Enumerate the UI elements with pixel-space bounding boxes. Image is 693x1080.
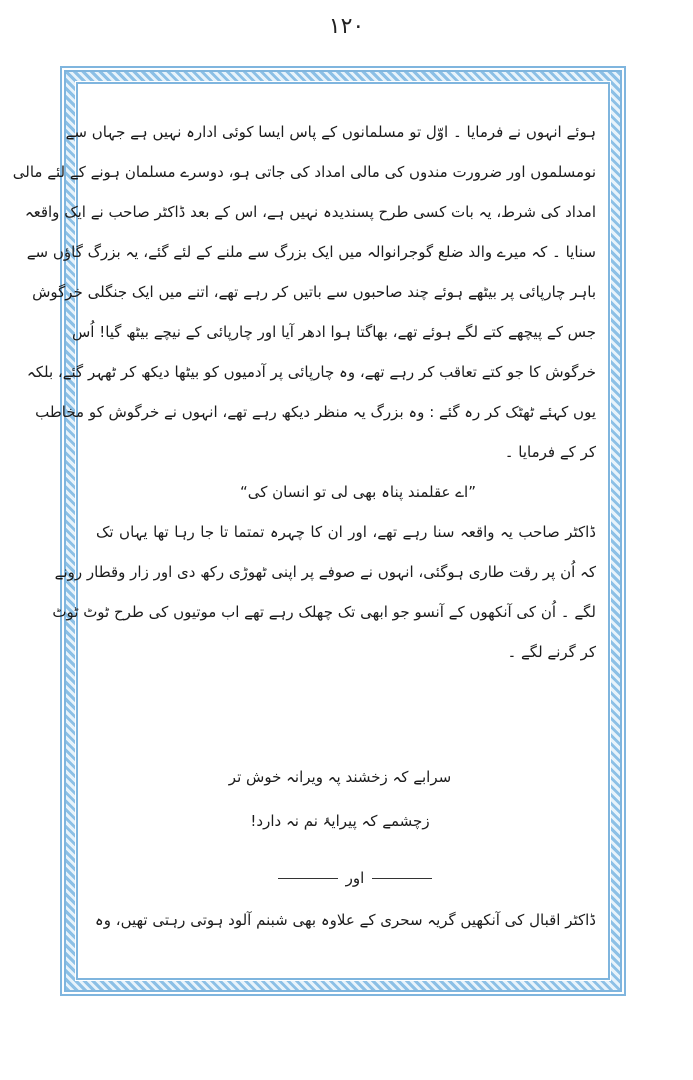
text-line: سنایا ۔ کہ میرے والد ضلع گوجرانوالہ میں ایک بزرگ سے ملنے کے لئے گئے، یہ بزرگ گاؤں سے <box>26 243 596 261</box>
section-separator <box>250 868 460 888</box>
text-line: نومسلموں اور ضرورت مندوں کی مالی امداد کی جاتی ہو، دوسرے مسلمان ہونے کے لئے مالی <box>12 163 596 181</box>
separator-rule <box>372 878 432 879</box>
page-number: ١٢٠ <box>328 14 365 39</box>
text-line: ڈاکٹر اقبال کی آنکھیں گریہ سحری کے علاوہ بھی شبنم آلود ہوتی رہتی تھیں، وہ <box>94 911 596 929</box>
text-line: امداد کی شرط، یہ بات کسی طرح پسندیدہ نہیں ہے، اس کے بعد ڈاکٹر صاحب نے ایک واقعہ <box>24 203 596 221</box>
text-line: یوں کہئے ٹھٹک کر رہ گئے : وہ بزرگ یہ منظر دیکھ رہے تھے، انہوں نے خرگوش کو مخاطب <box>35 403 596 421</box>
text-line: باہر چارپائی پر بیٹھے ہوئے چند صاحبوں سے باتیں کر رہے تھے، اتنے میں ایک جنگلی خرگوش <box>32 283 596 301</box>
final-text <box>96 900 596 940</box>
poetry-verse-2: زچشمے کہ پیرایۂ نم نہ دارد! <box>250 812 430 830</box>
text-line: جس کے پیچھے کتے لگے ہوئے تھے، بھاگتا ہوا ادھر آیا اور چارپائی کے نیچے بیٹھ گیا! اُس <box>71 323 596 341</box>
text-line: کر کے فرمایا ۔ <box>504 443 596 461</box>
poetry-verse-1: سرابے کہ زخشند پہ ویرانہ خوش تر <box>228 768 452 786</box>
separator-rule <box>278 878 338 879</box>
text-line: ڈاکٹر صاحب یہ واقعہ سنا رہے تھے، اور ان کا چہرہ تمتما تا جا رہا تھا یہاں تک <box>96 523 596 541</box>
text-line: ہوئے انہوں نے فرمایا ۔ اوّل تو مسلمانوں کے پاس ایسا کوئی ادارہ نہیں ہے جہاں سے <box>65 123 596 141</box>
separator-word: اور <box>345 869 365 887</box>
text-line: کر گرنے لگے ۔ <box>507 643 596 661</box>
main-text <box>12 112 596 672</box>
quote-line: ”اے عقلمند پناہ بھی لی تو انسان کی“ <box>239 483 476 501</box>
text-line: خرگوش کا جو کتے تعاقب کر رہے تھے، وہ چارپائی پر آدمیوں کو بیٹھا دیکھ کر ٹھہر گئے، بلکہ <box>26 363 596 381</box>
text-line: کہ اُن پر رقت طاری ہوگئی، انہوں نے صوفے پر اپنی ٹھوڑی رکھ دی اور زار وقطار رونے <box>54 563 596 581</box>
text-line: لگے ۔ اُن کی آنکھوں کے آنسو جو ابھی تک چھلک رہے تھے اب موتیوں کی طرح ٹوٹ ٹوٹ <box>52 603 596 621</box>
